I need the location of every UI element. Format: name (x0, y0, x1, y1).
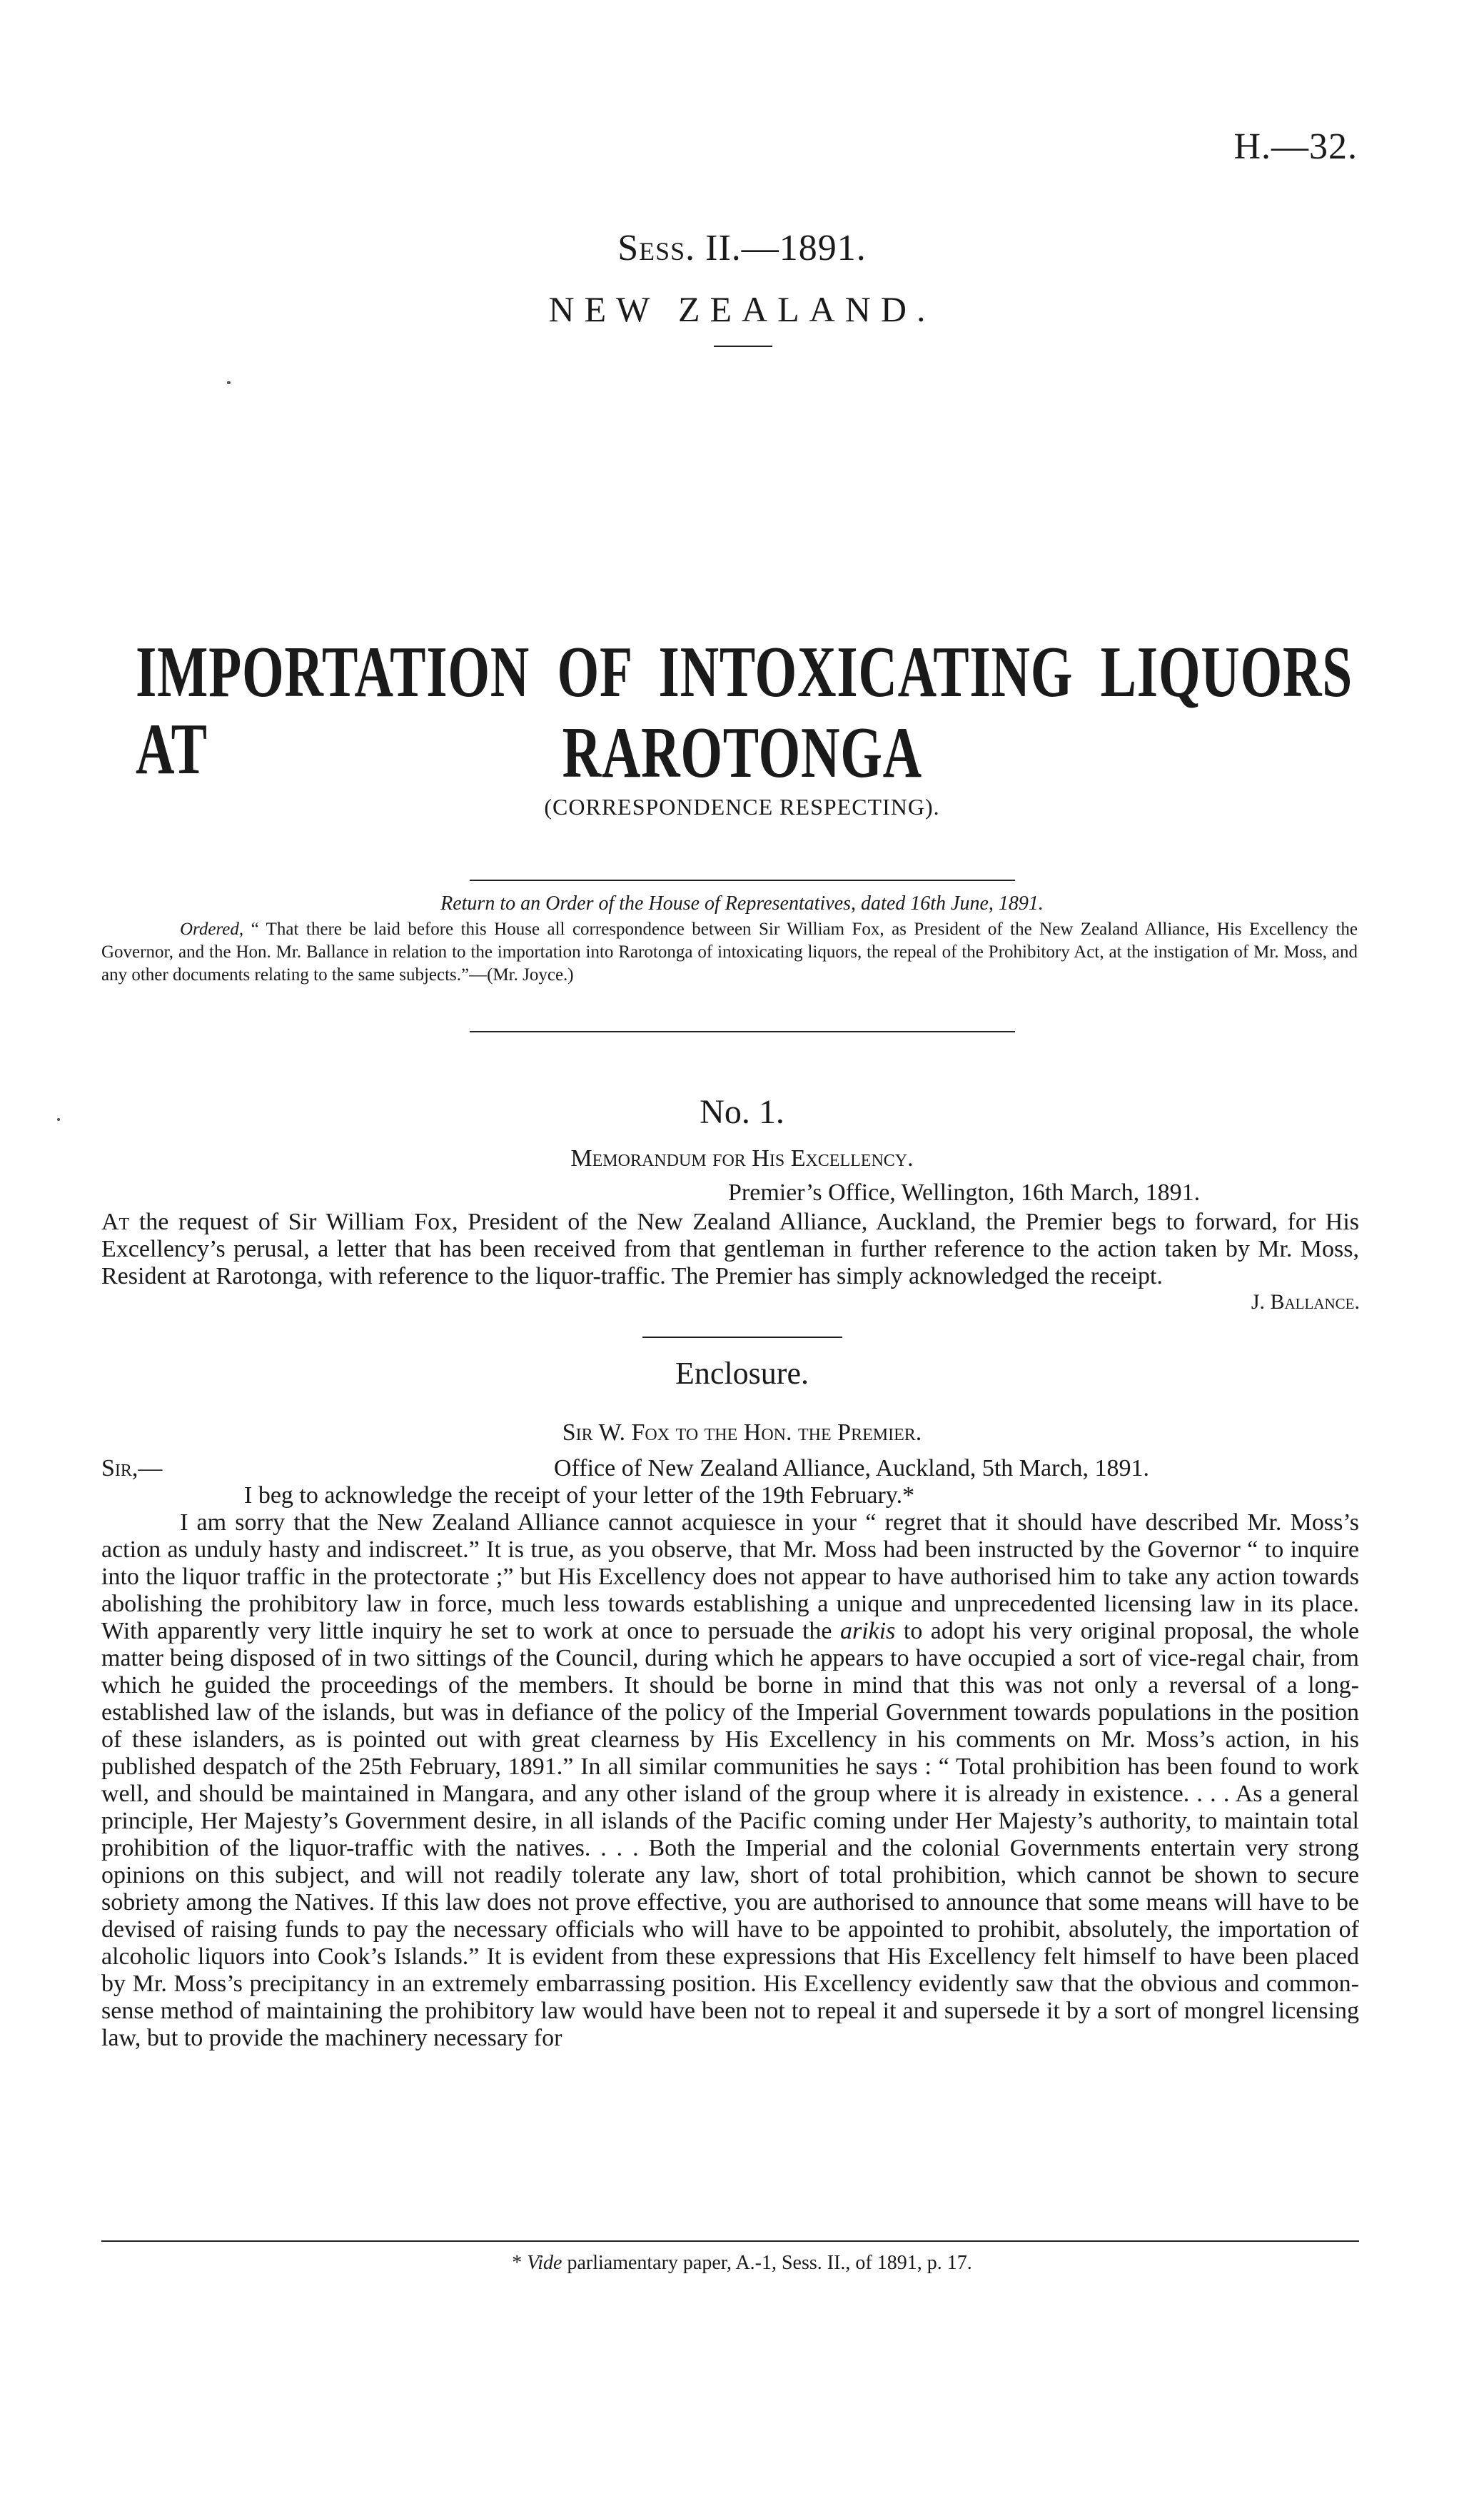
footnote (0, 2252, 1484, 2275)
paper-speck (227, 381, 231, 384)
return-line: Return to an Order of the House of Representatives, dated 16th June, 1891. (440, 892, 1044, 915)
arikis-italic: arikis (839, 1618, 896, 1644)
memorandum-text: the request of Sir William Fox, President of the New Zealand Alliance, Auckland, the Premier begs to forward, for His Excellency’s perusal, a letter that has been received from that gentleman in further reference to the action taken by Mr. Moss, Resident at Rarotonga, with reference to the liquor-traffic. The Premier has simply acknowledged the receipt. (101, 1209, 1360, 1289)
memorandum-body (101, 1209, 1359, 1290)
country-heading: NEW ZEALAND. (548, 289, 936, 329)
footnote-marker: * (512, 2252, 523, 2274)
document-number: No. 1. (700, 1093, 784, 1131)
footnote-text: parliamentary paper, A.-1, Sess. II., of 1891, p. 17. (567, 2252, 972, 2274)
salutation: Sir,— (101, 1455, 163, 1481)
memorandum-lead-word: At (101, 1209, 130, 1235)
letter-paragraph-2 (101, 1509, 1359, 2052)
short-divider (714, 346, 772, 347)
footnote-vide: Vide (527, 2252, 562, 2274)
enclosure-divider (642, 1337, 842, 1338)
page-number: H.—32. (1233, 126, 1358, 167)
enclosure-heading: Enclosure. (675, 1356, 809, 1391)
main-title-line-2 (0, 711, 1484, 795)
letter-paragraph-2-part-b: to adopt his very original proposal, the whole matter being disposed of in two sittings of the Council, during which he appears to have occupied a sort of vice-regal chair, from which he guided the proceedings of the members. It should be borne in mind that this was not only a reversal of a long-established law of the islands, but was in defiance of the policy of the Imperial Government towards populations in the position of these islanders, as is pointed out with great clearness by His Excellency in his comments on Mr. Moss’s action, in his published despatch of the 25th February, 1891.” In all similar communities he says : “ Total prohibition has been found to work well, and should be maintained in Mangara, and any other island of the group where it is already in existence. . . . As a general principle, Her Majesty’s Government desire, in all islands of the Pacific coming under Her Majesty’s authority, to maintain total prohibition of the liquor-traffic with the natives. . . . Both the Imperial and the colonial Governments entertain very strong opinions on this subject, and will not readily tolerate any law, short of total prohibition, which cannot be shown to secure sobriety among the Natives. If this law does not prove effective, you are authorised to announce that some means will have to be devised of raising funds to pay the necessary officials who will have to be appointed to prohibit, absolutely, the importation of alcoholic liquors into Cook’s Islands.” It is evident from these expressions that His Excellency felt himself to have been placed by Mr. Moss’s precipitancy in an extremely embarrassing position. His Excellency evidently saw that the obvious and common-sense method of maintaining the prohibitory law would have been not to repeal it and supersede it by a sort of mongrel licensing law, but to provide the machinery necessary for (101, 1618, 1360, 2051)
memorandum-office-date: Premier’s Office, Wellington, 16th March, 1891. (728, 1179, 1201, 1206)
ordered-label: Ordered, (180, 920, 244, 939)
enclosure-from-line: Sir W. Fox to the Hon. the Premier. (562, 1419, 922, 1446)
footnote-rule (101, 2240, 1359, 2242)
ordered-paragraph (101, 918, 1358, 987)
main-title-line-1: IMPORTATION OF INTOXICATING LIQUORS AT (136, 632, 1353, 790)
order-bottom-rule (470, 1031, 1015, 1032)
letter-paragraph-1: I beg to acknowledge the receipt of your letter of the 19th February.* (244, 1482, 915, 1509)
session-heading: Sess. II.—1891. (617, 228, 867, 268)
main-title-line-2-text: RAROTONGA (562, 713, 922, 793)
subtitle: (CORRESPONDENCE RESPECTING). (544, 794, 940, 820)
order-top-rule (470, 880, 1015, 881)
enclosure-office-date: Office of New Zealand Alliance, Auckland, 5th March, 1891. (554, 1455, 1149, 1481)
memorandum-heading: Memorandum for His Excellency. (570, 1145, 914, 1172)
ordered-text: “ That there be laid before this House all correspondence between Sir William Fox, as President of the New Zealand Alliance, His Excellency the Governor, and the Hon. Mr. Ballance in relation to the importation into Rarotonga of intoxicating liquors, the repeal of the Prohibitory Act, at the instigation of Mr. Moss, and any other documents relating to the same subjects.”—(Mr. Joyce.) (101, 920, 1358, 985)
memorandum-signature: J. Ballance. (1251, 1290, 1360, 1314)
letter-paragraph-2-part-a: I am sorry that the New Zealand Alliance cannot acquiesce in your “ regret that it should have described Mr. Moss’s action as unduly hasty and indiscreet.” It is true, as you observe, that Mr. Moss had been instructed by the Governor “ to inquire into the liquor traffic in the protectorate ;” but His Excellency does not appear to have authorised him to take any action towards abolishing the prohibitory law in force, much less towards establishing a unique and unprecedented licensing law in its place. With apparently very little inquiry he set to work at once to persuade the (101, 1509, 1359, 1644)
